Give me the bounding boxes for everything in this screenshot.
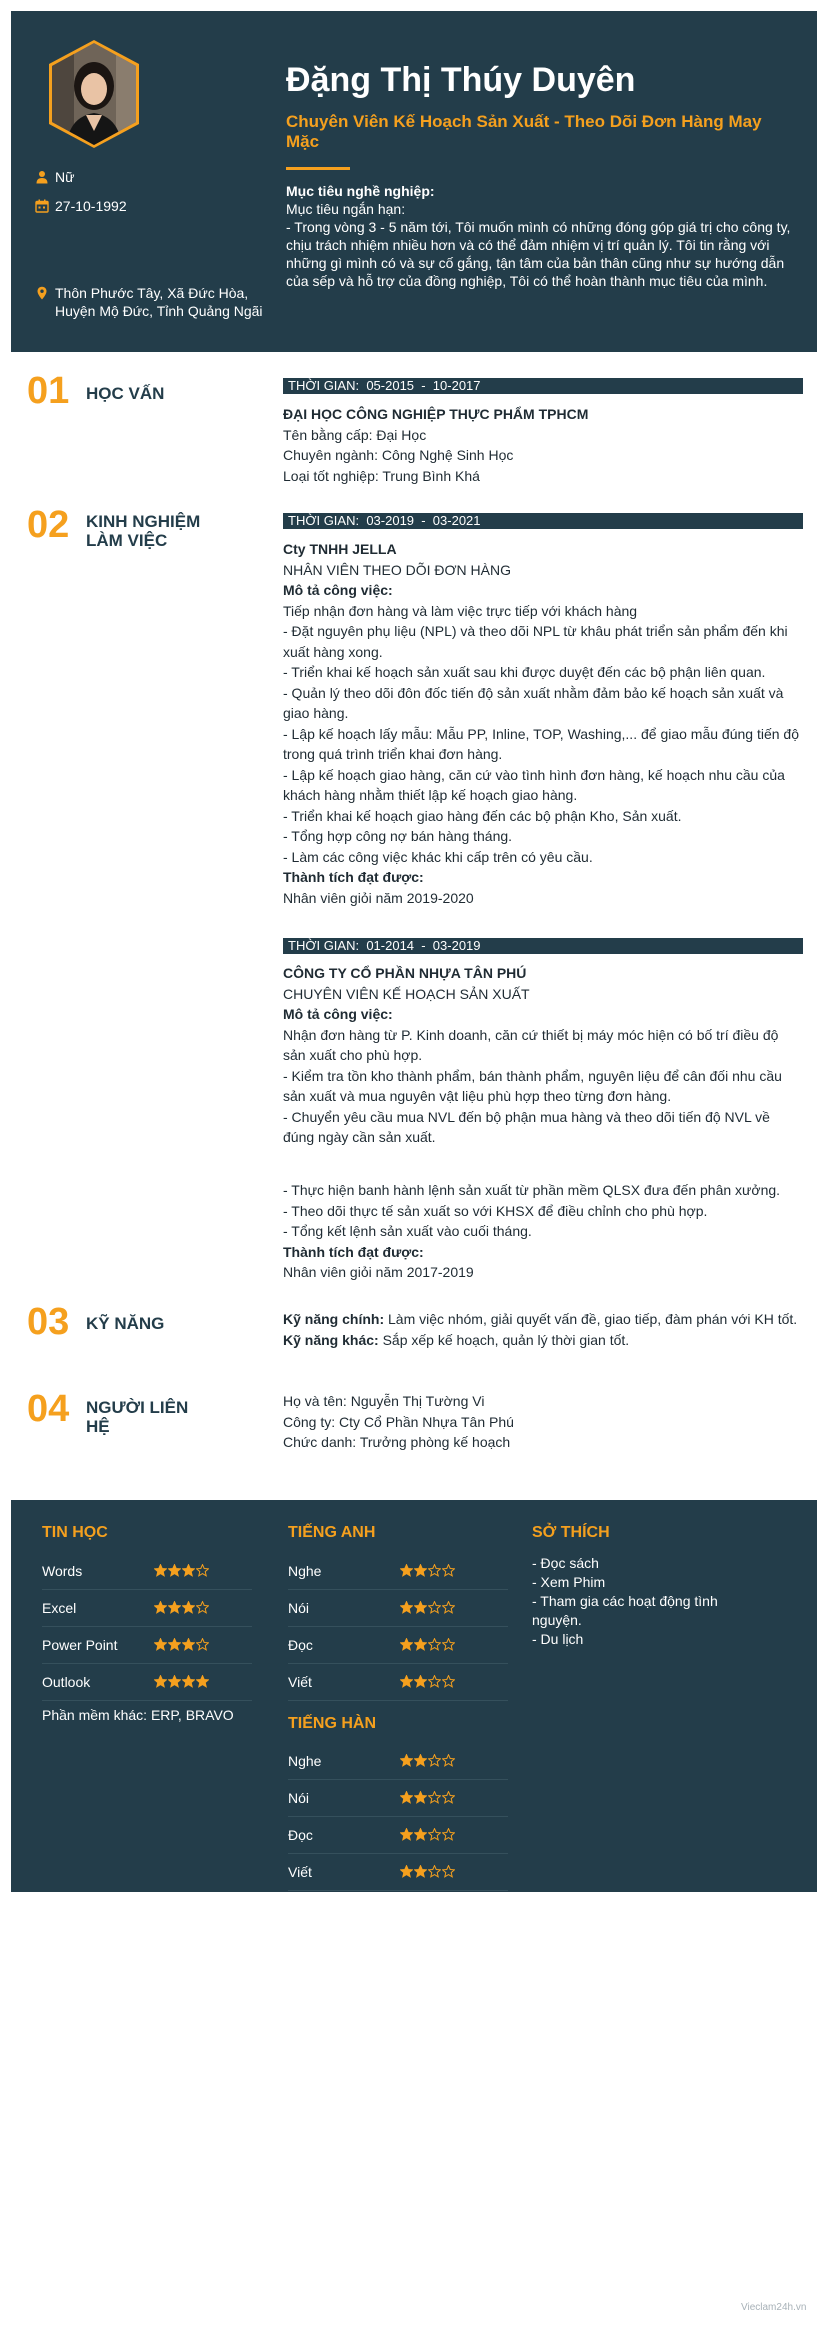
- hobby-item: - Du lịch: [532, 1631, 584, 1647]
- job-2-company: CÔNG TY CỔ PHẦN NHỰA TÂN PHÚ: [283, 965, 527, 981]
- job-1-desc-item: - Triển khai kế hoạch giao hàng đến các bộ phận Kho, Sản xuất.: [283, 807, 682, 824]
- hobby-item: - Đọc sách: [532, 1555, 599, 1571]
- it-skill-name: Outlook: [42, 1674, 91, 1690]
- star-empty-icon: [428, 1638, 441, 1651]
- section-title-education: HỌC VẤN: [86, 384, 165, 403]
- star-filled-icon: [154, 1638, 167, 1651]
- star-empty-icon: [196, 1564, 209, 1577]
- job-1-position: NHÂN VIÊN THEO DÕI ĐƠN HÀNG: [283, 561, 511, 578]
- star-empty-icon: [428, 1791, 441, 1804]
- job-1-desc-item: - Đặt nguyên phụ liệu (NPL) và theo dõi NPL từ khâu phát triển sản phẩm đến khi xuất hàng xong.: [283, 623, 788, 660]
- star-filled-icon: [182, 1638, 195, 1651]
- cv-header: [11, 11, 817, 352]
- star-empty-icon: [196, 1601, 209, 1614]
- it-skill-name: Power Point: [42, 1637, 118, 1653]
- it-skill-rating: [154, 1627, 210, 1664]
- career-objective: [286, 182, 806, 290]
- korean-skill-name: Viết: [288, 1864, 312, 1880]
- english-skill-row: [288, 1627, 508, 1664]
- title-underline: [286, 167, 350, 170]
- user-icon: [35, 170, 49, 184]
- section-number-skills: 03: [27, 1301, 70, 1343]
- star-filled-icon: [414, 1601, 427, 1614]
- star-empty-icon: [442, 1564, 455, 1577]
- english-skill-row: [288, 1553, 508, 1590]
- star-filled-icon: [414, 1754, 427, 1767]
- job-1-details: [283, 539, 803, 908]
- job-2-details-cont: [283, 1180, 803, 1283]
- star-empty-icon: [428, 1675, 441, 1688]
- job-1-time: THỜI GIAN: 03-2019 - 03-2021: [283, 513, 803, 529]
- star-filled-icon: [400, 1675, 413, 1688]
- job-2-desc-item: Nhận đơn hàng từ P. Kinh doanh, căn cứ thiết bị máy móc hiện có bố trí điều độ sản xuất cho phù hợp.: [283, 1026, 779, 1063]
- degree: Tên bằng cấp: Đại Học: [283, 426, 427, 443]
- star-filled-icon: [414, 1828, 427, 1841]
- job-2-desc-item: - Chuyển yêu cầu mua NVL đến bộ phận mua hàng và theo dõi tiến độ NVL về đúng ngày cần sản xuất.: [283, 1108, 770, 1145]
- star-filled-icon: [182, 1675, 195, 1688]
- avatar-photo: [44, 39, 144, 149]
- it-skill-rating: [154, 1664, 210, 1701]
- hobby-item: - Xem Phim: [532, 1574, 606, 1590]
- star-empty-icon: [442, 1675, 455, 1688]
- star-filled-icon: [400, 1754, 413, 1767]
- star-empty-icon: [442, 1791, 455, 1804]
- section-title-reference: NGƯỜI LIÊN HỆ: [86, 1398, 189, 1436]
- hobbies-list: [532, 1554, 742, 1649]
- english-skill-name: Nghe: [288, 1563, 322, 1579]
- star-filled-icon: [154, 1675, 167, 1688]
- address-info: [35, 284, 270, 320]
- star-filled-icon: [168, 1564, 181, 1577]
- english-skill-name: Nói: [288, 1600, 310, 1616]
- star-empty-icon: [442, 1601, 455, 1614]
- english-skill-name: Đọc: [288, 1637, 313, 1653]
- it-skill-row: [42, 1627, 252, 1664]
- it-skill-rating: [154, 1590, 210, 1627]
- candidate-name: Đặng Thị Thúy Duyên: [286, 61, 636, 99]
- it-skills-title: TIN HỌC: [42, 1524, 108, 1541]
- english-skill-rating: [400, 1627, 456, 1664]
- english-skill-rating: [400, 1590, 456, 1627]
- dob-text: 27-10-1992: [55, 198, 127, 214]
- school-name: ĐẠI HỌC CÔNG NGHIỆP THỰC PHẨM TPHCM: [283, 406, 589, 422]
- korean-skill-row: [288, 1780, 508, 1817]
- english-skill-rating: [400, 1664, 456, 1701]
- korean-skill-rating: [400, 1817, 456, 1854]
- star-filled-icon: [400, 1638, 413, 1651]
- it-skill-rating: [154, 1553, 210, 1590]
- job-2-desc-label: Mô tả công việc:: [283, 1006, 393, 1022]
- reference-details: [283, 1391, 803, 1453]
- job-2-desc-item: - Theo dõi thực tế sản xuất so với KHSX để điều chỉnh cho phù hợp.: [283, 1202, 708, 1219]
- job-1-desc-item: - Lập kế hoạch lấy mẫu: Mẫu PP, Inline, TOP, Washing,... để giao mẫu đúng tiến độ trong quá trình triển khai đơn hàng.: [283, 725, 799, 762]
- graduation-grade: Loại tốt nghiệp: Trung Bình Khá: [283, 467, 480, 484]
- korean-skill-name: Nói: [288, 1790, 310, 1806]
- main-skill-text: Làm việc nhóm, giải quyết vấn đề, giao tiếp, đàm phán với KH tốt.: [388, 1311, 798, 1327]
- reference-name: Họ và tên: Nguyễn Thị Tường Vi: [283, 1393, 485, 1409]
- address-text: Thôn Phước Tây, Xã Đức Hòa, Huyện Mộ Đức, Tỉnh Quảng Ngãi: [55, 285, 263, 319]
- other-skill-text: Sắp xếp kế hoạch, quản lý thời gian tốt.: [382, 1331, 630, 1348]
- it-skill-row: [42, 1553, 252, 1590]
- job-1-company: Cty TNHH JELLA: [283, 541, 397, 557]
- skills-details: [283, 1309, 803, 1350]
- korean-skill-name: Đọc: [288, 1827, 313, 1843]
- watermark: Vieclam24h.vn: [741, 2302, 807, 2313]
- korean-skill-name: Nghe: [288, 1753, 322, 1769]
- hobbies-title: SỞ THÍCH: [532, 1524, 610, 1541]
- star-empty-icon: [442, 1754, 455, 1767]
- it-skill-name: Words: [42, 1563, 83, 1579]
- reference-company: Công ty: Cty Cổ Phần Nhựa Tân Phú: [283, 1413, 514, 1430]
- star-filled-icon: [400, 1791, 413, 1804]
- job-1-desc-item: Tiếp nhận đơn hàng và làm việc trực tiếp với khách hàng: [283, 602, 638, 619]
- star-empty-icon: [442, 1828, 455, 1841]
- objective-heading: Mục tiêu nghề nghiệp:: [286, 183, 435, 199]
- job-2-position: CHUYÊN VIÊN KẾ HOẠCH SẢN XUẤT: [283, 985, 530, 1002]
- star-empty-icon: [428, 1564, 441, 1577]
- korean-title: TIẾNG HÀN: [288, 1715, 376, 1732]
- major: Chuyên ngành: Công Nghệ Sinh Học: [283, 447, 514, 463]
- star-filled-icon: [182, 1564, 195, 1577]
- korean-skill-row: [288, 1854, 508, 1891]
- star-empty-icon: [442, 1865, 455, 1878]
- star-empty-icon: [428, 1754, 441, 1767]
- job-2-achieve: Nhân viên giỏi năm 2017-2019: [283, 1264, 474, 1280]
- map-pin-icon: [35, 286, 49, 300]
- job-1-desc-item: - Quản lý theo dõi đôn đốc tiến độ sản xuất nhằm đảm bảo kế hoạch sản xuất và giao hàng.: [283, 684, 784, 721]
- job-2-desc-item: - Thực hiện banh hành lệnh sản xuất từ phần mềm QLSX đưa đến phân xưởng.: [283, 1182, 781, 1198]
- it-skill-row: [42, 1664, 252, 1701]
- job-1-desc-item: - Lập kế hoạch giao hàng, căn cứ vào tình hình đơn hàng, kế hoạch nhu cầu của khách hàng nhằm thiết lập kế hoạch giao hàng.: [283, 766, 785, 803]
- job-2-details: [283, 963, 803, 1148]
- other-skill-label: Kỹ năng khác:: [283, 1331, 379, 1348]
- english-title: TIẾNG ANH: [288, 1524, 376, 1541]
- star-filled-icon: [414, 1564, 427, 1577]
- reference-position: Chức danh: Trưởng phòng kế hoạch: [283, 1434, 511, 1450]
- star-filled-icon: [400, 1828, 413, 1841]
- hobby-item: - Tham gia các hoạt động tình nguyện.: [532, 1593, 718, 1628]
- star-empty-icon: [196, 1638, 209, 1651]
- star-filled-icon: [154, 1601, 167, 1614]
- star-filled-icon: [196, 1675, 209, 1688]
- star-filled-icon: [154, 1564, 167, 1577]
- job-1-achieve: Nhân viên giỏi năm 2019-2020: [283, 889, 474, 906]
- section-number-reference: 04: [27, 1388, 70, 1430]
- star-filled-icon: [168, 1638, 181, 1651]
- korean-skill-rating: [400, 1780, 456, 1817]
- star-empty-icon: [442, 1638, 455, 1651]
- job-1-desc-item: - Tổng hợp công nợ bán hàng tháng.: [283, 828, 513, 844]
- job-1-achieve-label: Thành tích đạt được:: [283, 869, 424, 885]
- korean-skill-row: [288, 1743, 508, 1780]
- objective-subheading: Mục tiêu ngắn hạn:: [286, 201, 406, 217]
- star-empty-icon: [428, 1865, 441, 1878]
- star-empty-icon: [428, 1828, 441, 1841]
- star-filled-icon: [414, 1791, 427, 1804]
- english-skill-name: Viết: [288, 1674, 312, 1690]
- star-filled-icon: [168, 1675, 181, 1688]
- star-filled-icon: [168, 1601, 181, 1614]
- education-time: THỜI GIAN: 05-2015 - 10-2017: [283, 378, 803, 394]
- avatar: [44, 39, 144, 149]
- gender-text: Nữ: [55, 169, 75, 185]
- it-skill-row: [42, 1590, 252, 1627]
- job-1-desc-item: - Triển khai kế hoạch sản xuất sau khi được duyệt đến các bộ phận liên quan.: [283, 664, 766, 680]
- education-details: [283, 404, 803, 486]
- star-filled-icon: [414, 1675, 427, 1688]
- section-title-experience: KINH NGHIỆM LÀM VIỆC: [86, 512, 201, 550]
- english-skill-row: [288, 1590, 508, 1627]
- job-2-time: THỜI GIAN: 01-2014 - 03-2019: [283, 938, 803, 954]
- cv-footer: [11, 1500, 817, 1892]
- korean-skill-rating: [400, 1854, 456, 1891]
- star-filled-icon: [182, 1601, 195, 1614]
- section-title-skills: KỸ NĂNG: [86, 1314, 165, 1333]
- job-2-desc-item: - Tổng kết lệnh sản xuất vào cuối tháng.: [283, 1223, 532, 1239]
- other-software: Phần mềm khác: ERP, BRAVO: [42, 1707, 234, 1723]
- job-2-desc-item: - Kiểm tra tồn kho thành phẩm, bán thành phẩm, nguyên liệu để cân đối nhu cầu sản xuất và mua nguyên vật liệu phù hợp theo từng đơn hàng.: [283, 1067, 782, 1104]
- gender-info: [35, 168, 74, 186]
- star-empty-icon: [428, 1601, 441, 1614]
- it-skill-name: Excel: [42, 1600, 77, 1616]
- star-filled-icon: [414, 1638, 427, 1651]
- main-skill-label: Kỹ năng chính:: [283, 1311, 385, 1327]
- objective-text: - Trong vòng 3 - 5 năm tới, Tôi muốn mình có những đóng góp giá trị cho công ty, chịu trách nhiệm nhiều hơn và có thể đảm nhiệm vị trí quản lý. Tôi tin rằng với những gì mình có và sự cố gắng, tận tâm của bản thân cũng như sự hướng dẫn của sếp và hỗ trợ của đồng nghiệp, Tôi có thể hoàn thành mục tiêu của mình.: [286, 219, 791, 289]
- dob-info: [35, 197, 127, 215]
- job-1-desc-label: Mô tả công việc:: [283, 582, 393, 598]
- section-number-experience: 02: [27, 504, 70, 546]
- star-filled-icon: [400, 1865, 413, 1878]
- star-filled-icon: [400, 1601, 413, 1614]
- star-filled-icon: [400, 1564, 413, 1577]
- job-title: Chuyên Viên Kế Hoạch Sản Xuất - Theo Dõi Đơn Hàng May Mặc: [286, 112, 762, 151]
- korean-skill-rating: [400, 1743, 456, 1780]
- star-filled-icon: [414, 1865, 427, 1878]
- job-1-desc-item: - Làm các công việc khác khi cấp trên có yêu cầu.: [283, 848, 593, 865]
- korean-skill-row: [288, 1817, 508, 1854]
- job-2-achieve-label: Thành tích đạt được:: [283, 1243, 424, 1260]
- english-skill-row: [288, 1664, 508, 1701]
- section-number-education: 01: [27, 370, 70, 412]
- english-skill-rating: [400, 1553, 456, 1590]
- calendar-icon: [35, 199, 49, 213]
